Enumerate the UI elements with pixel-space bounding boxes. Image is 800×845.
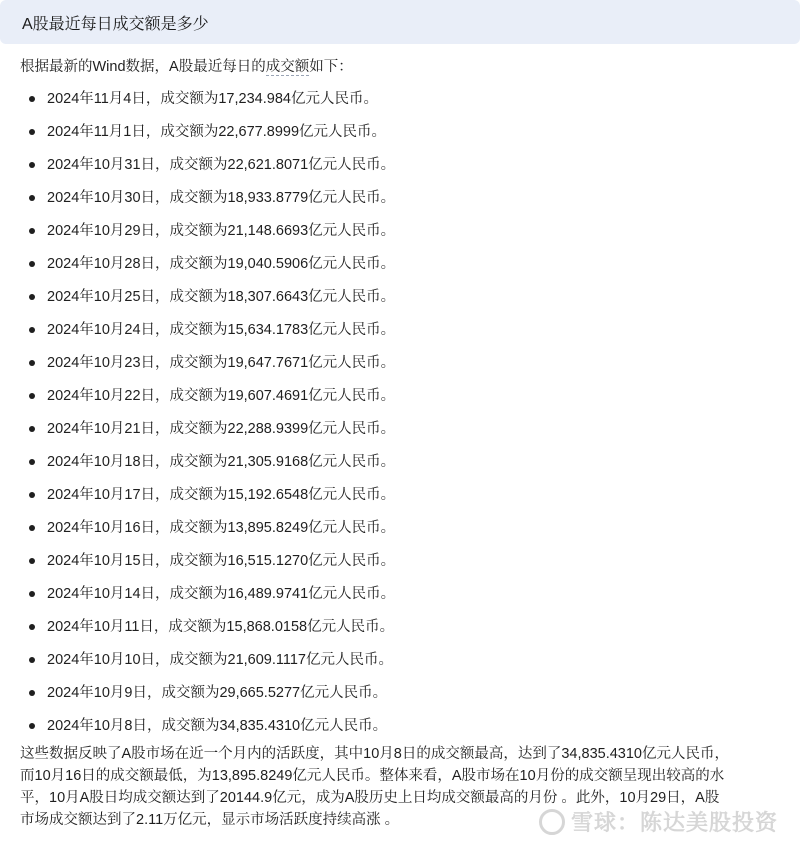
- turnover-list: [20, 88, 790, 748]
- summary-line: 平，10月A股日均成交额达到了20144.9亿元，成为A股历史上日均成交额最高的月份 。此外，10月29日，A股: [20, 790, 720, 806]
- list-item: [20, 286, 790, 319]
- list-item-text: 2024年10月30日，成交额为18,933.8779亿元人民币。: [47, 190, 396, 206]
- query-bar: [0, 0, 800, 44]
- list-item-text: 2024年11月4日，成交额为17,234.984亿元人民币。: [47, 91, 378, 107]
- intro-keyword-link[interactable]: 成交额: [265, 59, 310, 75]
- bullet-icon: [29, 723, 35, 729]
- bullet-icon: [29, 360, 35, 366]
- list-item: [20, 484, 790, 517]
- list-item: [20, 319, 790, 352]
- bullet-icon: [29, 591, 35, 597]
- list-item-text: 2024年10月22日，成交额为19,607.4691亿元人民币。: [47, 388, 396, 404]
- bullet-icon: [29, 657, 35, 663]
- list-item: [20, 385, 790, 418]
- list-item: [20, 517, 790, 550]
- bullet-icon: [29, 162, 35, 168]
- answer-panel: [20, 56, 790, 831]
- bullet-icon: [29, 558, 35, 564]
- list-item-text: 2024年10月17日，成交额为15,192.6548亿元人民币。: [47, 487, 396, 503]
- list-item: [20, 88, 790, 121]
- query-text: A股最近每日成交额是多少: [22, 15, 209, 33]
- bullet-icon: [29, 426, 35, 432]
- list-item-text: 2024年10月16日，成交额为13,895.8249亿元人民币。: [47, 520, 396, 536]
- list-item-text: 2024年10月31日，成交额为22,621.8071亿元人民币。: [47, 157, 396, 173]
- answer-intro: [20, 56, 790, 78]
- list-item: [20, 154, 790, 187]
- list-item: [20, 550, 790, 583]
- bullet-icon: [29, 96, 35, 102]
- watermark: [539, 806, 778, 837]
- list-item-text: 2024年10月15日，成交额为16,515.1270亿元人民币。: [47, 553, 396, 569]
- bullet-icon: [29, 327, 35, 333]
- list-item: [20, 649, 790, 682]
- list-item: [20, 121, 790, 154]
- list-item: [20, 220, 790, 253]
- list-item-text: 2024年10月28日，成交额为19,040.5906亿元人民币。: [47, 256, 396, 272]
- list-item-text: 2024年10月10日，成交额为21,609.1117亿元人民币。: [47, 652, 393, 668]
- bullet-icon: [29, 624, 35, 630]
- summary-line: 市场成交额达到了2.11万亿元，显示市场活跃度持续高涨 。: [20, 812, 400, 828]
- intro-text-end: 如下：: [309, 59, 353, 75]
- snowball-logo-icon: [539, 809, 565, 835]
- list-item: [20, 352, 790, 385]
- list-item: [20, 682, 790, 715]
- bullet-icon: [29, 294, 35, 300]
- bullet-icon: [29, 525, 35, 531]
- bullet-icon: [29, 195, 35, 201]
- list-item-text: 2024年10月24日，成交额为15,634.1783亿元人民币。: [47, 322, 396, 338]
- bullet-icon: [29, 228, 35, 234]
- intro-text: 根据最新的Wind数据，A股最近每日的: [20, 59, 266, 75]
- list-item-text: 2024年10月8日，成交额为34,835.4310亿元人民币。: [47, 718, 388, 734]
- list-item-text: 2024年10月23日，成交额为19,647.7671亿元人民币。: [47, 355, 396, 371]
- list-item: [20, 451, 790, 484]
- list-item-text: 2024年10月14日，成交额为16,489.9741亿元人民币。: [47, 586, 396, 602]
- list-item-text: 2024年10月9日，成交额为29,665.5277亿元人民币。: [47, 685, 388, 701]
- list-item: [20, 715, 790, 748]
- summary-line: 这些数据反映了A股市场在近一个月内的活跃度，其中10月8日的成交额最高，达到了34,835.4310亿元人民币，: [20, 746, 729, 762]
- list-item-text: 2024年11月1日，成交额为22,677.8999亿元人民币。: [47, 124, 387, 140]
- bullet-icon: [29, 129, 35, 135]
- summary-line: 而10月16日的成交额最低，为13,895.8249亿元人民币。整体来看，A股市场在10月份的成交额呈现出较高的水: [20, 768, 725, 784]
- bullet-icon: [29, 459, 35, 465]
- list-item-text: 2024年10月29日，成交额为21,148.6693亿元人民币。: [47, 223, 396, 239]
- bullet-icon: [29, 393, 35, 399]
- list-item-text: 2024年10月25日，成交额为18,307.6643亿元人民币。: [47, 289, 396, 305]
- list-item-text: 2024年10月18日，成交额为21,305.9168亿元人民币。: [47, 454, 396, 470]
- list-item: [20, 253, 790, 286]
- watermark-text: 雪球：陈达美股投资: [570, 810, 778, 835]
- list-item: [20, 616, 790, 649]
- list-item: [20, 583, 790, 616]
- bullet-icon: [29, 492, 35, 498]
- bullet-icon: [29, 690, 35, 696]
- list-item: [20, 418, 790, 451]
- list-item-text: 2024年10月11日，成交额为15,868.0158亿元人民币。: [47, 619, 395, 635]
- list-item: [20, 187, 790, 220]
- bullet-icon: [29, 261, 35, 267]
- list-item-text: 2024年10月21日，成交额为22,288.9399亿元人民币。: [47, 421, 396, 437]
